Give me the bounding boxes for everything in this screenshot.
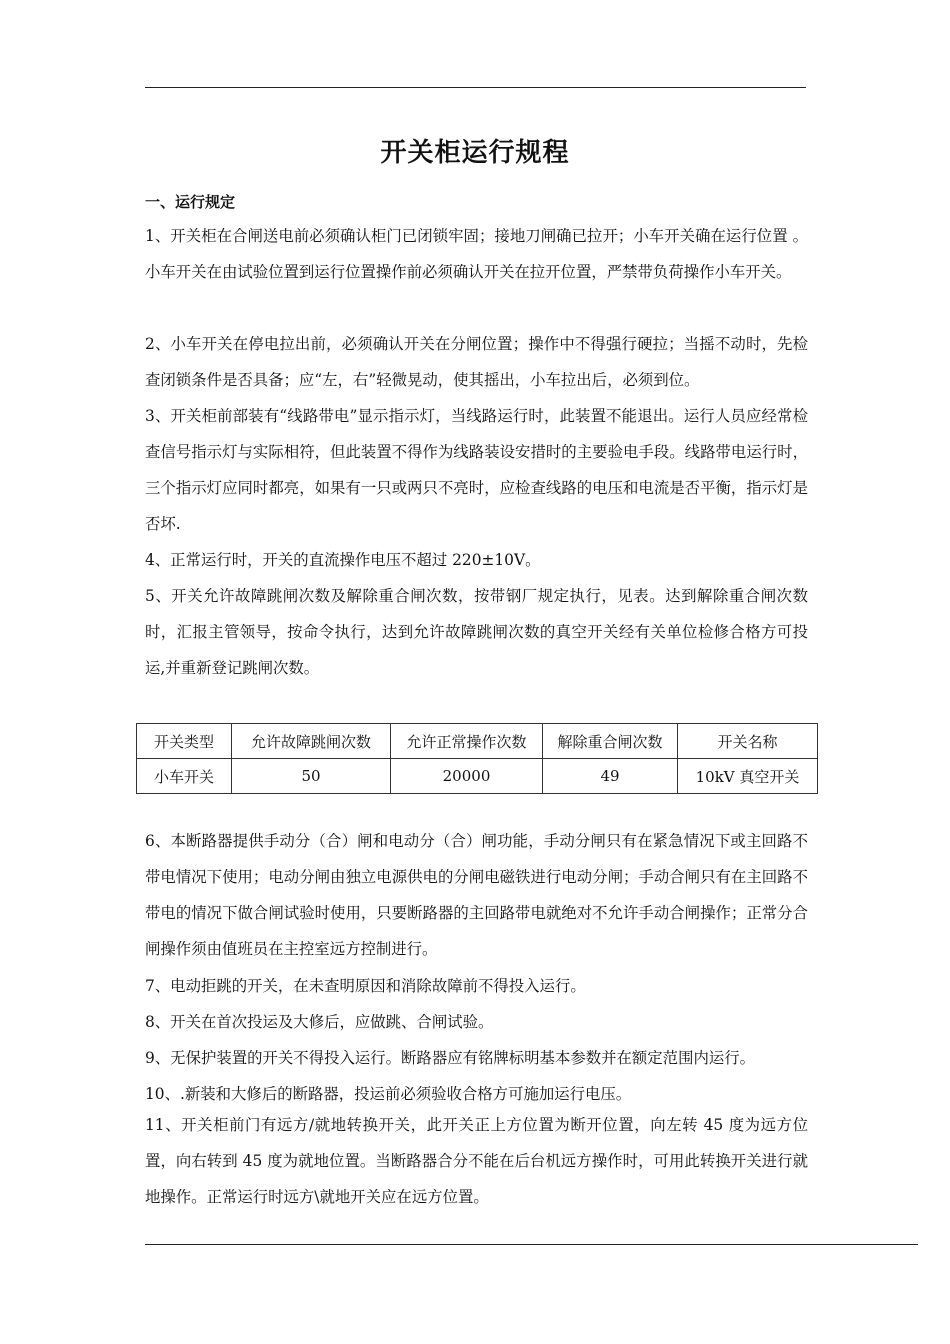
header-rule xyxy=(145,87,806,88)
table-cell: 49 xyxy=(543,759,678,794)
paragraph-1: 1、开关柜在合闸送电前必须确认柜门已闭锁牢固；接地刀闸确已拉开；小车开关确在运行位置 。小车开关在由试验位置到运行位置操作前必须确认开关在拉开位置，严禁带负荷操作小车开关。 xyxy=(145,227,808,281)
paragraph-8: 8、开关在首次投运及大修后，应做跳、合闸试验。 xyxy=(145,1013,494,1031)
table-header-cell: 允许故障跳闸次数 xyxy=(232,724,391,759)
table-header-cell: 开关名称 xyxy=(678,724,818,759)
table-cell: 小车开关 xyxy=(137,759,232,794)
table-header-cell: 允许正常操作次数 xyxy=(391,724,543,759)
table-cell: 10kV 真空开关 xyxy=(678,759,818,794)
paragraph-6: 6、本断路器提供手动分（合）闸和电动分（合）闸功能，手动分闸只有在紧急情况下或主回路不带电情况下使用；电动分闸由独立电源供电的分闸电磁铁进行电动分闸；手动合闸只有在主回路不带电的情况下做合闸试验时使用，只要断路器的主回路带电就绝对不允许手动合闸操作；正常分合闸操作须由值班员在主控室远方控制进行。 xyxy=(145,832,808,958)
paragraph-11: 11、开关柜前门有远方/就地转换开关，此开关正上方位置为断开位置，向左转 45 度为远方位置，向右转到 45 度为就地位置。当断路器合分不能在后台机远方操作时，可用此转换开关进行就地操作。正常运行时远方\就地开关应在远方位置。 xyxy=(145,1116,808,1206)
paragraph-2: 2、小车开关在停电拉出前，必须确认开关在分闸位置；操作中不得强行硬拉；当摇不动时，先检查闭锁条件是否具备；应“左，右”轻微晃动，使其摇出，小车拉出后，必须到位。 xyxy=(145,335,808,389)
table-header-row xyxy=(137,724,818,759)
switch-table xyxy=(136,723,818,794)
paragraph-3: 3、开关柜前部装有“线路带电”显示指示灯，当线路运行时，此装置不能退出。运行人员应经常检查信号指示灯与实际相符，但此装置不得作为线路装设安措时的主要验电手段。线路带电运行时，三个指示灯应同时都亮，如果有一只或两只不亮时，应检查线路的电压和电流是否平衡，指示灯是否坏. xyxy=(145,407,808,533)
table-row xyxy=(137,759,818,794)
document-title: 开关柜运行规程 xyxy=(380,138,570,168)
paragraph-7: 7、电动拒跳的开关，在未查明原因和消除故障前不得投入运行。 xyxy=(145,977,586,995)
table-header-cell: 开关类型 xyxy=(137,724,232,759)
table-header-cell: 解除重合闸次数 xyxy=(543,724,678,759)
table-cell: 50 xyxy=(232,759,391,794)
paragraph-4: 4、正常运行时，开关的直流操作电压不超过 220±10V。 xyxy=(145,551,541,569)
section-heading: 一、运行规定 xyxy=(145,193,236,211)
footer-rule xyxy=(145,1244,918,1245)
paragraph-5: 5、开关允许故障跳闸次数及解除重合闸次数，按带钢厂规定执行，见表。达到解除重合闸次数时，汇报主管领导，按命令执行，达到允许故障跳闸次数的真空开关经有关单位检修合格方可投运,并重新登记跳闸次数。 xyxy=(145,587,808,677)
table-cell: 20000 xyxy=(391,759,543,794)
paragraph-9: 9、无保护装置的开关不得投入运行。断路器应有铭牌标明基本参数并在额定范围内运行。 xyxy=(145,1049,756,1067)
paragraph-10: 10、.新装和大修后的断路器，投运前必须验收合格方可施加运行电压。 xyxy=(145,1085,632,1103)
